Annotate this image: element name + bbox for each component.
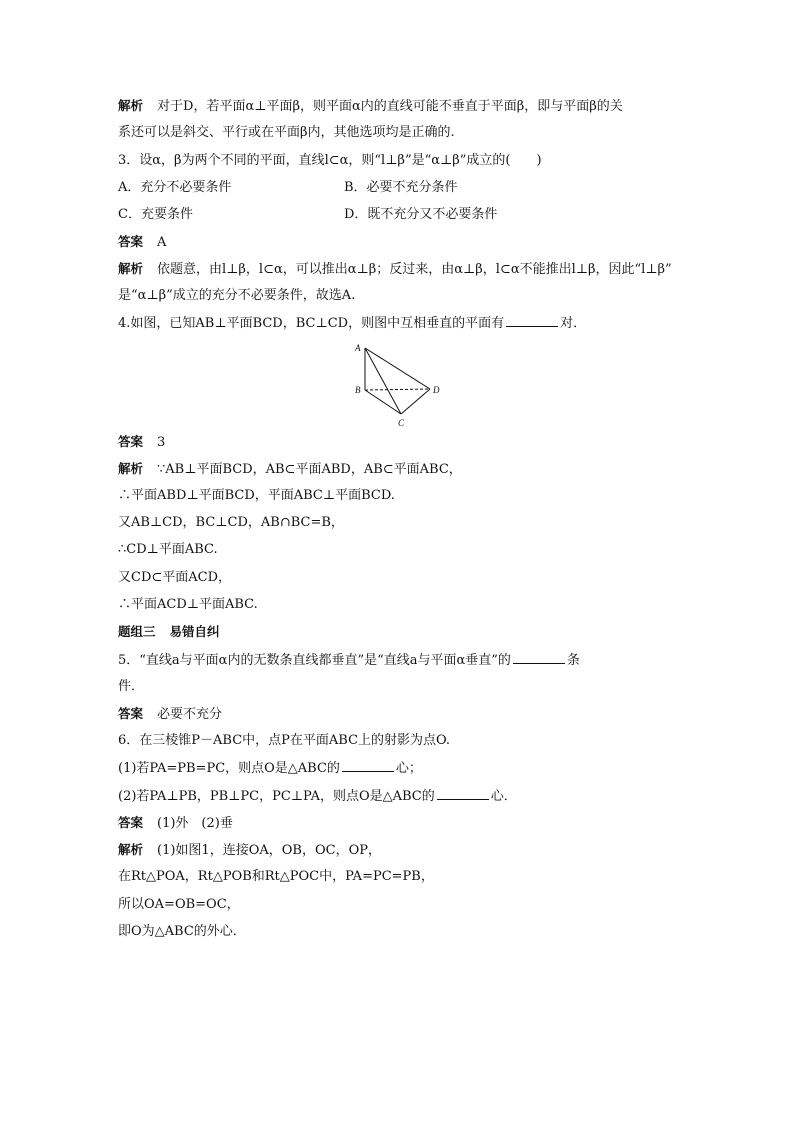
question-5-cont [118,678,688,696]
edge-cd [401,389,430,414]
question-text-end: 心； [395,761,422,776]
option-c: C．充要条件 [118,207,193,222]
option-b: B．必要不充分条件 [344,180,458,195]
question-text: 6．在三棱锥P－ABC中，点P在平面ABC上的射影为点O. [118,733,451,748]
option-row [118,206,688,224]
answer-blank [342,759,394,772]
solution-line [118,487,688,505]
solution-text: 依题意，由l⊥β，l⊂α，可以推出α⊥β；反过来，由α⊥β，l⊂α不能推出l⊥β，因此“l⊥β” [157,262,672,277]
solution-label: 解析 [118,461,144,476]
solution-line [118,596,688,614]
answer-line [118,433,688,452]
solution-text: 所以OA=OB=OC， [118,897,240,912]
tetrahedron-figure [348,338,448,430]
answer-text: 3 [157,435,166,450]
answer-label: 答案 [118,815,144,830]
solution-line [118,841,688,860]
solution-text: 系还可以是斜交、平行或在平面β内，其他选项均是正确的. [118,125,455,140]
answer-line [118,233,688,252]
group-label: 题组三 [118,624,156,639]
edge-ac [365,348,401,414]
solution-line [118,868,688,886]
edge-bd [365,389,430,390]
answer-label: 答案 [118,434,144,449]
solution-line [118,514,688,532]
solution-line [118,287,688,305]
answer-text: 必要不充分 [157,707,223,722]
answer-line [118,705,688,724]
question-5 [118,651,688,670]
question-4 [118,314,688,333]
answer-label: 答案 [118,706,144,721]
solution-line [118,97,688,116]
question-text-end: 对． [560,316,587,331]
vertex-label-c: C [398,418,405,428]
question-text: 3．设α，β为两个不同的平面，直线l⊂α，则“l⊥β”是“α⊥β”成立的( ) [118,153,542,168]
answer-label: 答案 [118,234,144,249]
option-row [118,179,688,197]
answer-blank [437,787,489,800]
question-text: 4.如图，已知AB⊥平面BCD，BC⊥CD，则图中互相垂直的平面有 [118,316,505,331]
solution-line [118,541,688,559]
solution-line [118,569,688,587]
solution-text: 又CD⊂平面ACD， [118,570,232,585]
question-text-end: 条 [566,653,580,668]
group-heading [118,623,688,642]
question-6-part2 [118,787,688,806]
answer-blank [513,651,565,664]
solution-text: (1)如图1，连接OA，OB，OC，OP， [157,843,381,858]
question-text: 5．“直线a与平面α内的无数条直线都垂直”是“直线a与平面α垂直”的 [118,653,511,668]
question-text-end: 心． [490,789,517,804]
answer-text: A [157,235,167,250]
solution-line [118,460,688,479]
option-a: A．充分不必要条件 [118,180,232,195]
question-6-part1 [118,759,688,778]
solution-label: 解析 [118,261,144,276]
solution-line [118,124,688,142]
answer-text: (1)外 (2)垂 [157,816,233,831]
solution-text: ∴平面ABD⊥平面BCD，平面ABC⊥平面BCD. [118,488,395,503]
question-text: (1)若PA=PB=PC，则点O是△ABC的 [118,761,340,776]
solution-line [118,260,688,279]
solution-line [118,896,688,914]
question-text: 件． [118,679,145,694]
solution-text: ∴平面ACD⊥平面ABC. [118,597,258,612]
question-6 [118,732,688,750]
question-3 [118,152,688,170]
answer-line [118,814,688,833]
vertex-label-d: D [433,385,440,395]
solution-text: 是“α⊥β”成立的充分不必要条件，故选A. [118,288,356,303]
solution-text: 在Rt△POA，Rt△POB和Rt△POC中，PA=PC=PB， [118,869,434,884]
solution-text: 即O为△ABC的外心． [118,924,246,939]
solution-label: 解析 [118,842,144,857]
solution-text: 对于D，若平面α⊥平面β，则平面α内的直线可能不垂直于平面β，即与平面β的关 [157,99,623,114]
question-text: (2)若PA⊥PB，PB⊥PC，PC⊥PA，则点O是△ABC的 [118,789,435,804]
solution-text: ∴CD⊥平面ABC. [118,542,218,557]
solution-line [118,923,688,941]
answer-blank [506,314,558,327]
vertex-label-a: A [355,343,361,353]
option-d: D．既不充分又不必要条件 [344,207,498,222]
edge-bc [365,390,401,414]
solution-label: 解析 [118,98,144,113]
edge-ad [365,348,430,389]
solution-text: ∵AB⊥平面BCD，AB⊂平面ABD，AB⊂平面ABC， [157,462,462,477]
group-title: 易错自纠 [169,624,220,639]
solution-text: 又AB⊥CD，BC⊥CD，AB∩BC=B， [118,515,344,530]
vertex-label-b: B [355,385,361,395]
